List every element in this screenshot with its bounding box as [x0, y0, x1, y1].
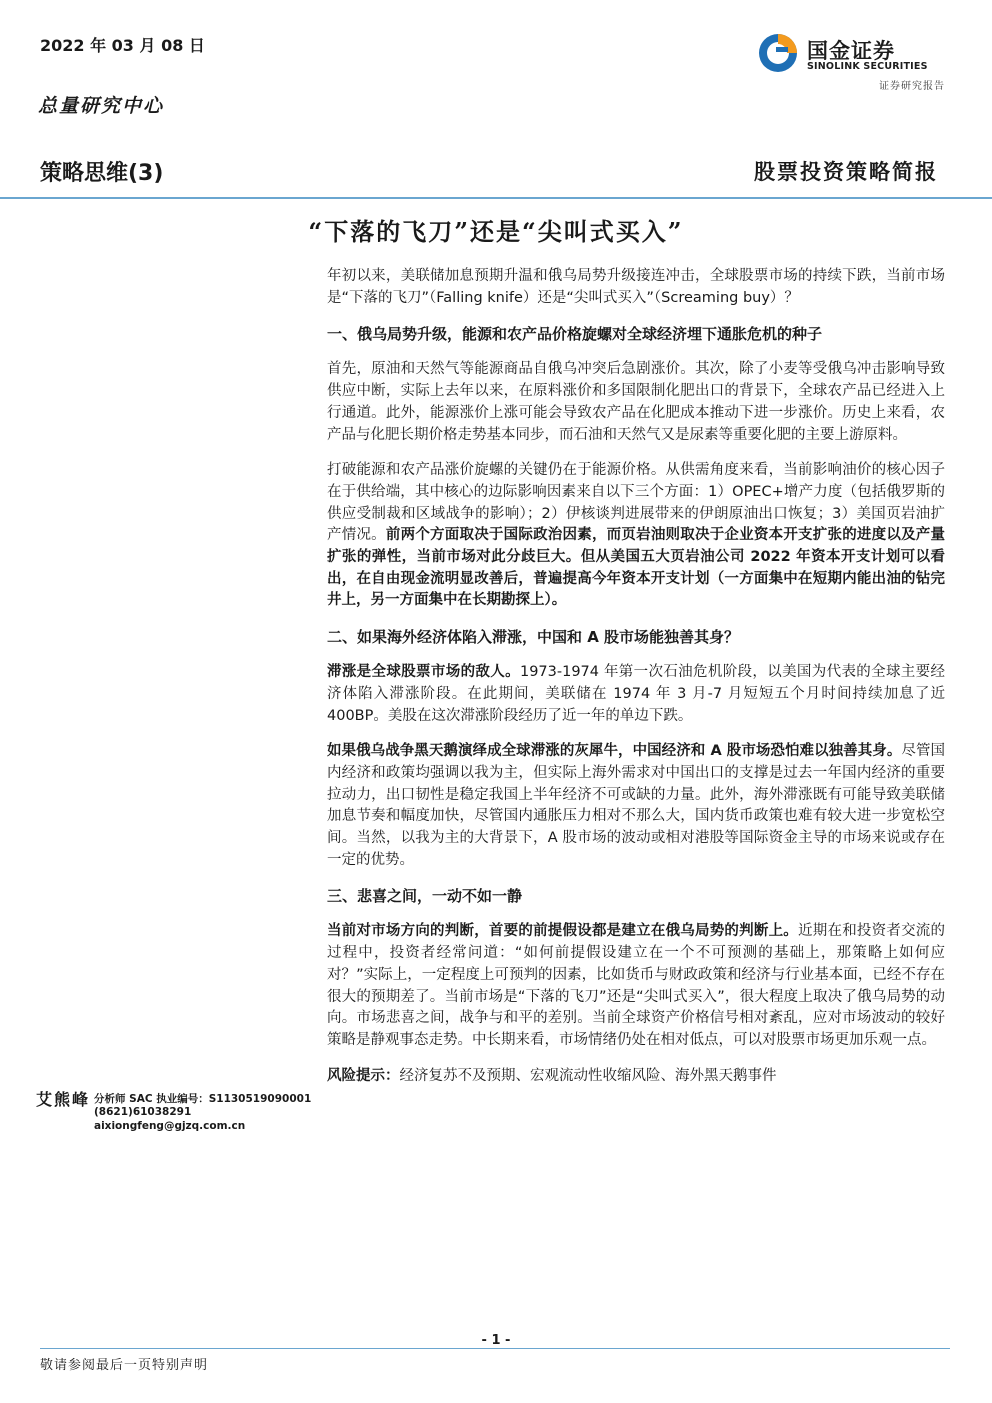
section-1-paragraph-1: 首先，原油和天然气等能源商品自俄乌冲突后急剧涨价。其次，除了小麦等受俄乌冲击影响导致供应中断，实际上去年以来，在原料涨价和多国限制化肥出口的背景下，全球农产品已经进入上行通道。此外，能源涨价上涨可能会导致农产品在化肥成本推动下进一步涨价。历史上来看，农产品与化肥长期价格走势基本同步，而石油和天然气又是尿素等重要化肥的主要上游原料。: [327, 361, 945, 443]
risk-label: 风险提示：: [327, 1067, 400, 1084]
series-title: 策略思维(3): [40, 161, 164, 186]
author-email[interactable]: aixiongfeng@gjzq.com.cn: [94, 1120, 246, 1132]
research-center: 总量研究中心: [38, 95, 165, 117]
risk-warning: [327, 1066, 945, 1088]
author-name: 艾熊峰: [36, 1090, 91, 1109]
report-title: “下落的飞刀”还是“尖叫式买入”: [308, 217, 684, 246]
author-license: 分析师 SAC 执业编号：S1130519090001: [94, 1093, 312, 1105]
logo-chinese-name: 国金证券: [807, 39, 895, 63]
page-number: - 1 -: [481, 1333, 511, 1348]
footer-disclaimer: 敬请参阅最后一页特别声明: [40, 1358, 209, 1373]
author-phone: (8621)61038291: [94, 1106, 192, 1118]
paragraph-emphasis: 前两个方面取决于国际政治因素，而页岩油则取决于企业资本开支扩张的进度以及产量扩张的弹性，当前市场对此分歧巨大。但从美国五大页岩油公司 2022 年资本开支计划可以看出，在自由现金流明显改善后，普遍提高今年资本开支计划（一方面集中在短期内能出油的钻完井上，另一方面集中在长期勘探上）。: [327, 527, 946, 609]
sinolink-logo-icon: [757, 32, 799, 74]
footer-divider: [40, 1348, 950, 1349]
paragraph-text: 1973-1974 年第一次石油危机阶段，以美国为代表的全球主要经济体陷入滞涨阶段。在此期间，美联储在 1974 年 3 月-7 月短短五个月时间持续加息了近 400BP。美股在这次滞涨阶段经历了近一年的单边下跌。: [327, 664, 945, 724]
section-1-paragraph-2: [327, 460, 945, 612]
intro-paragraph: 年初以来，美联储加息预期升温和俄乌局势升级接连冲击，全球股票市场的持续下跌，当前市场是“下落的飞刀”（Falling knife）还是“尖叫式买入”（Screaming buy）？: [327, 268, 945, 306]
header-divider: [0, 197, 992, 199]
report-date: 2022 年 03 月 08 日: [40, 36, 205, 55]
section-3-paragraph-1: [327, 921, 945, 1051]
section-heading-1: 一、俄乌局势升级，能源和农产品价格旋螺对全球经济埋下通胀危机的种子: [327, 325, 823, 344]
paragraph-emphasis: 滞涨是全球股票市场的敌人。: [327, 664, 520, 681]
section-2-paragraph-1: [327, 662, 945, 727]
company-logo: [757, 30, 947, 92]
paragraph-emphasis: 如果俄乌战争黑天鹅演绎成全球滞涨的灰犀牛，中国经济和 A 股市场恐怕难以独善其身。: [327, 743, 902, 760]
risk-text: 经济复苏不及预期、宏观流动性收缩风险、海外黑天鹅事件: [399, 1067, 777, 1084]
section-heading-2: 二、如果海外经济体陷入滞涨，中国和 A 股市场能独善其身？: [327, 628, 740, 647]
paragraph-text: 尽管国内经济和政策均强调以我为主，但实际上海外需求对中国出口的支撑是过去一年国内经济的重要拉动力，出口韧性是稳定我国上半年经济不可或缺的力量。此外，海外滞涨既有可能导致美联储加息节奏和幅度加快，尽管国内通胀压力相对不那么大，国内货币政策也难有较大进一步宽松空间。当然，以我为主的大背景下，A 股市场的波动或相对港股等国际资金主导的市场来说或存在一定的优势。: [327, 743, 945, 868]
paragraph-text: 近期在和投资者交流的过程中，投资者经常问道：“如何前提假设建立在一个不可预测的基础上，那策略上如何应对？”实际上，一定程度上可预判的因素，比如货币与财政政策和经济与行业基本面，已经不存在很大的预期差了。当前市场是“下落的飞刀”还是“尖叫式买入”，很大程度上取决了俄乌局势的动向。市场悲喜之间，战争与和平的差别。当前全球资产价格信号相对紊乱，应对市场波动的较好策略是静观事态走势。中长期来看，市场情绪仍处在相对低点，可以对股票市场更加乐观一点。: [327, 923, 946, 1048]
logo-english-name: SINOLINK SECURITIES: [807, 61, 928, 72]
report-body: [327, 266, 945, 1101]
report-type: 股票投资策略简报: [754, 160, 938, 184]
paragraph-emphasis: 当前对市场方向的判断，首要的前提假设都是建立在俄乌局势的判断上。: [327, 923, 799, 940]
paragraph-text: 打破能源和农产品涨价旋螺的关键仍在于能源价格。从供需角度来看，当前影响油价的核心因子在于供给端，其中核心的边际影响因素来自以下三个方面：1）OPEC+增产力度（包括俄罗斯的供应受制裁和区域战争的影响）；2）伊核谈判进展带来的伊朗原油出口恢复；3）美国页岩油扩产情况。: [327, 462, 945, 544]
logo-subtitle: 证券研究报告: [879, 81, 945, 92]
section-heading-3: 三、悲喜之间，一动不如一静: [327, 887, 523, 906]
section-2-paragraph-2: [327, 741, 945, 871]
